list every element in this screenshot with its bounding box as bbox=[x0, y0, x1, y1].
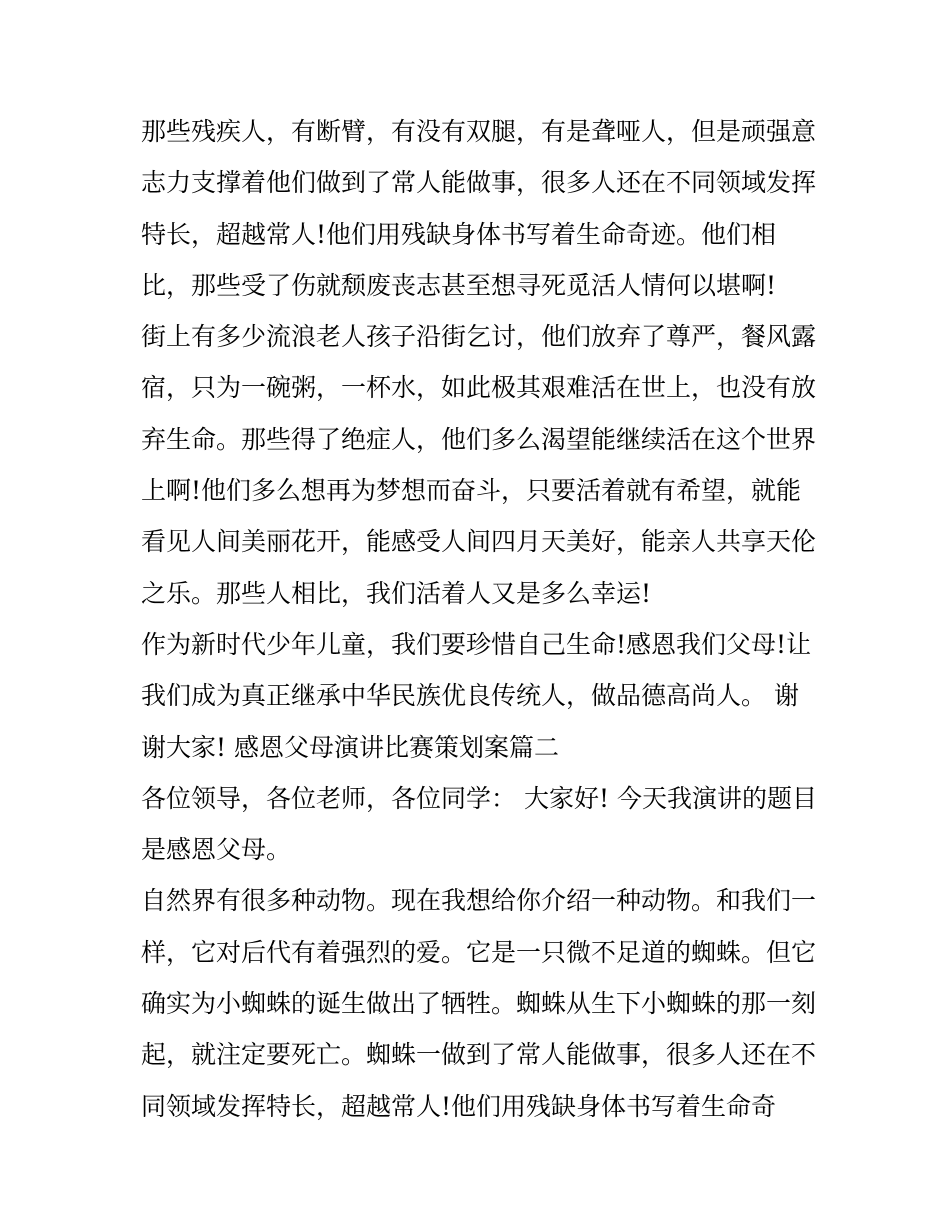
text-line: 谢大家! 感恩父母演讲比赛策划案篇二 bbox=[141, 732, 559, 762]
text-line: 志力支撑着他们做到了常人能做事，很多人还在不同领域发挥 bbox=[141, 168, 817, 198]
body-text bbox=[141, 106, 821, 1132]
text-line: 作为新时代少年儿童，我们要珍惜自己生命!感恩我们父母!让 bbox=[141, 629, 812, 659]
text-line: 弃生命。那些得了绝症人，他们多么渴望能继续活在这个世界 bbox=[141, 424, 817, 454]
text-line: 上啊!他们多么想再为梦想而奋斗，只要活着就有希望，就能 bbox=[141, 476, 802, 506]
text-line: 特长，超越常人!他们用残缺身体书写着生命奇迹。他们相 bbox=[141, 219, 777, 249]
text-line: 确实为小蜘蛛的诞生做出了牺牲。蜘蛛从生下小蜘蛛的那一刻 bbox=[141, 989, 817, 1019]
text-line: 起，就注定要死亡。蜘蛛一做到了常人能做事，很多人还在不 bbox=[141, 1040, 817, 1070]
text-line: 各位领导，各位老师，各位同学： 大家好! 今天我演讲的题目 bbox=[141, 783, 817, 813]
text-line: 看见人间美丽花开，能感受人间四月天美好，能亲人共享天伦 bbox=[141, 527, 817, 557]
text-line: 那些残疾人，有断臂，有没有双腿，有是聋哑人，但是顽强意 bbox=[141, 117, 817, 146]
text-line: 比，那些受了伤就颓废丧志甚至想寻死觅活人情何以堪啊! bbox=[141, 270, 777, 300]
text-line: 是感恩父母。 bbox=[141, 835, 292, 865]
text-line: 街上有多少流浪老人孩子沿街乞讨，他们放弃了尊严，餐风露 bbox=[141, 322, 817, 352]
text-line: 同领域发挥特长，超越常人!他们用残缺身体书写着生命奇 bbox=[141, 1091, 777, 1121]
text-line: 自然界有很多种动物。现在我想给你介绍一种动物。和我们一 bbox=[141, 886, 817, 916]
text-line: 之乐。那些人相比，我们活着人又是多么幸运! bbox=[141, 578, 652, 608]
text-line: 样，它对后代有着强烈的爱。它是一只微不足道的蜘蛛。但它 bbox=[141, 937, 817, 967]
text-line: 我们成为真正继承中华民族优良传统人，做品德高尚人。 谢 bbox=[141, 681, 799, 711]
text-line: 宿，只为一碗粥，一杯水，如此极其艰难活在世上，也没有放 bbox=[141, 373, 817, 403]
